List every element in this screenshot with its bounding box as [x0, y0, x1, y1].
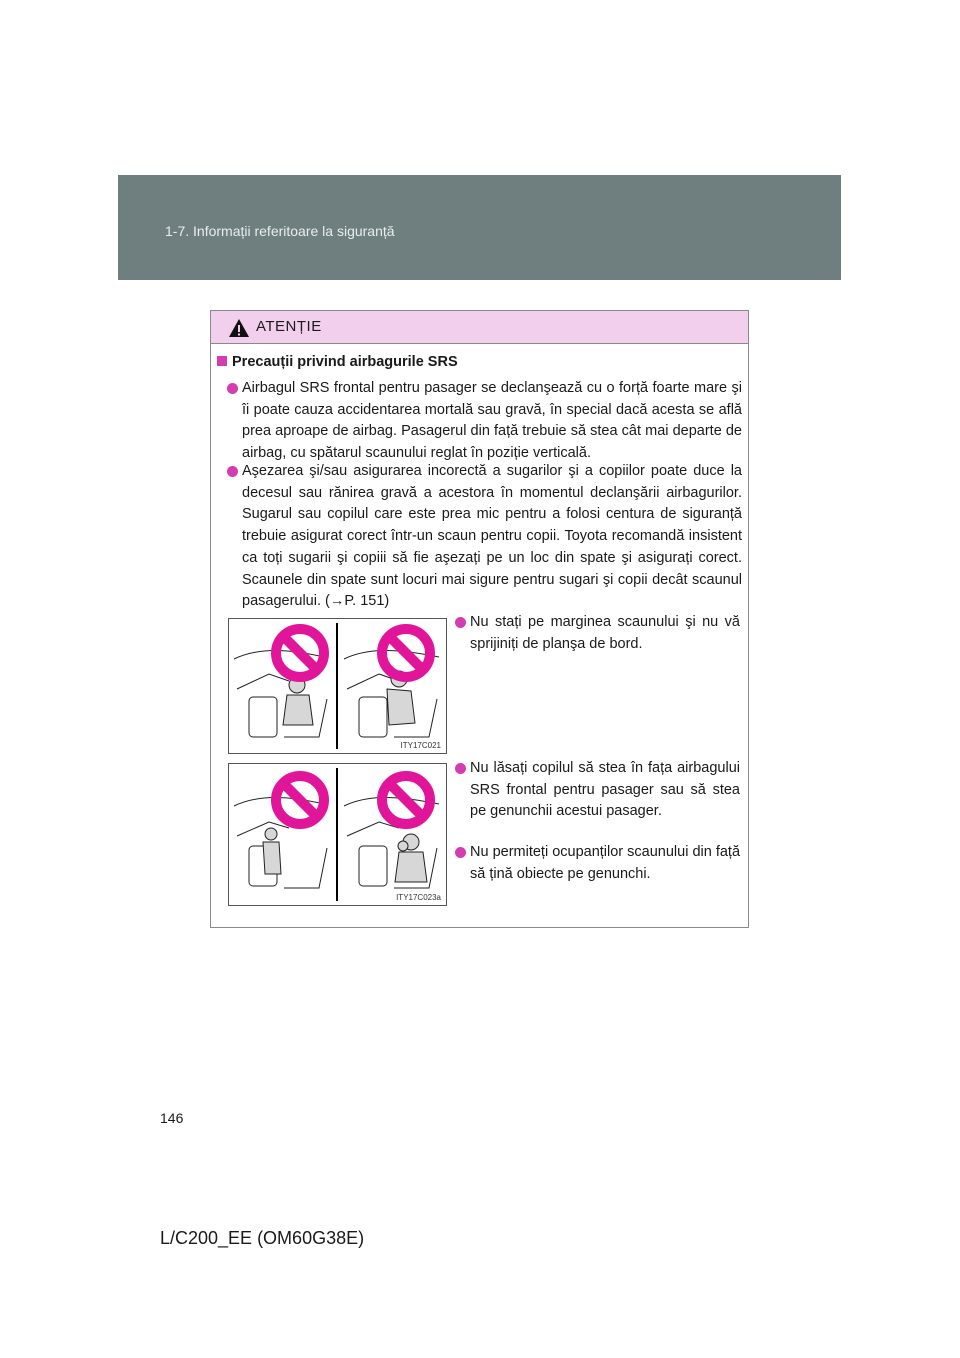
bullet-dot-icon [455, 617, 466, 628]
list-item-text: Aşezarea şi/sau asigurarea incorectă a sugarilor şi a copiilor poate duce la decesul sau rănirea gravă a acestora în momentul declanşării airbagurilor. Sugarul sau copilul care este prea mic pentru a folosi centura de siguranță trebuie asigurat corect într-un scaun pentru copii. Toyota recomandă insistent ca toți sugarii şi copiii să fie aşezați pe un loc din spate şi asigurați corect. Scaunele din spate sunt locuri mai sigure pentru sugari şi copii decât scaunul pasagerului. (→P. 151) [242, 463, 742, 610]
list-item [470, 842, 740, 885]
list-item-text: Airbagul SRS frontal pentru pasager se declanşează cu o forță foarte mare şi îi poate cauza accidentarea mortală sau gravă, în special dacă acesta se află prea aproape de airbag. Pasagerul din față trebuie să stea cât mai departe de airbag, cu spătarul scaunului reglat în poziție verticală. [242, 380, 742, 462]
square-bullet-icon [217, 356, 227, 366]
list-item-text: Nu lăsați copilul să stea în fața airbagului SRS frontal pentru pasager sau să stea pe genunchii acestui pasager. [470, 760, 740, 820]
illustration-code: ITY17C023a [396, 893, 441, 902]
document-code: L/C200_EE (OM60G38E) [160, 1228, 365, 1248]
caution-header [211, 311, 748, 344]
warning-icon [228, 318, 250, 338]
caution-box [210, 310, 749, 928]
illustration-child-airbag [228, 763, 447, 906]
illustration-code: ITY17C021 [400, 741, 441, 750]
bullet-dot-icon [227, 466, 238, 477]
caution-heading-text: Precauții privind airbagurile SRS [232, 354, 458, 370]
page-number: 146 [160, 1110, 184, 1126]
list-item-text: Nu permiteți ocupanților scaunului din față să țină obiecte pe genunchi. [470, 844, 741, 882]
list-item [470, 612, 740, 655]
bullet-dot-icon [455, 763, 466, 774]
illustration-image [229, 619, 446, 753]
caution-label: ATENȚIE [256, 318, 322, 335]
list-item [242, 461, 742, 613]
caution-heading [217, 354, 458, 370]
bullet-dot-icon [455, 847, 466, 858]
list-item-text: Nu stați pe marginea scaunului şi nu vă sprijiniți de planşa de bord. [470, 614, 740, 652]
illustration-image [229, 764, 446, 905]
section-header-band [118, 175, 841, 280]
section-title: 1-7. Informații referitoare la siguranță [165, 223, 395, 239]
list-item [470, 758, 740, 823]
list-item [242, 378, 742, 465]
bullet-dot-icon [227, 383, 238, 394]
illustration-seat-posture [228, 618, 447, 754]
